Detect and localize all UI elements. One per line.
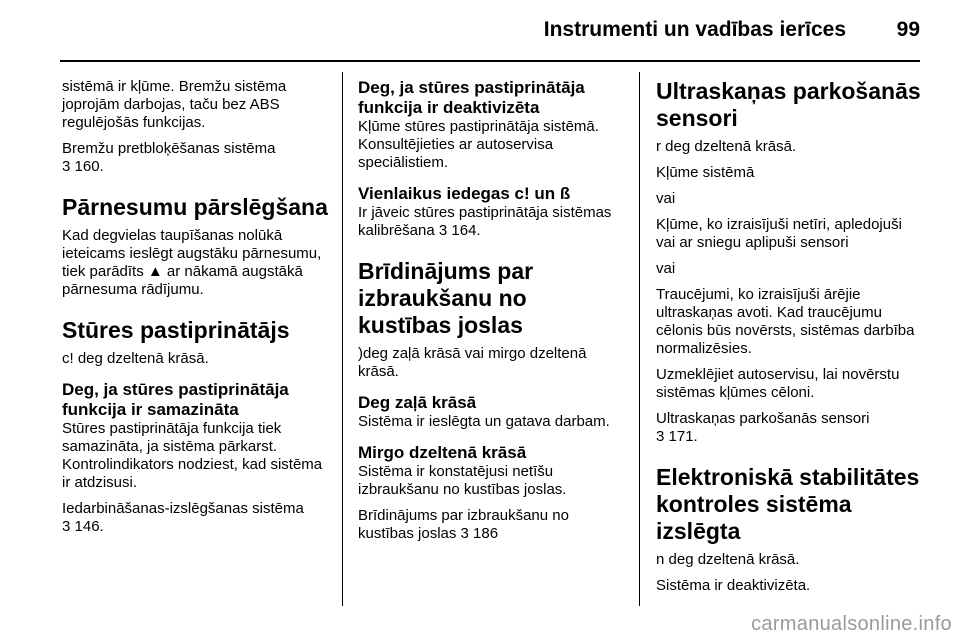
or-text-1: vai <box>656 190 676 207</box>
or-text-2: vai <box>656 260 676 277</box>
heading-lane-departure: Brīdinājums par izbraukšanu no kustības joslas <box>358 258 534 338</box>
heading-power-steering: Stūres pastiprinātājs <box>62 317 290 343</box>
calibration-text: Ir jāveic stūres pastiprinātāja sistēmas kalibrēšana 3 164. <box>358 204 612 239</box>
esc-lit-text: n deg dzeltenā krāsā. <box>656 551 800 568</box>
column-divider-2 <box>639 72 640 606</box>
heading-esc-off: Elektroniskā stabilitātes kontroles sistēma izslēgta <box>656 464 920 544</box>
heading-green: Deg zaļā krāsā <box>358 393 477 412</box>
abs-reference-label: Bremžu pretbloķēšanas sistēma <box>62 140 276 157</box>
page-number: 99 <box>896 18 920 41</box>
start-stop-reference <box>62 500 330 536</box>
esc-deactivated-text: Sistēma ir deaktivizēta. <box>656 577 811 594</box>
steering-reduced-text: Stūres pastiprinātāja funkcija tiek samazināta, ja sistēma pārkarst. Kontrolindikators nodziest, kad sistēma ir atdzisusi. <box>62 420 323 491</box>
heading-yellow: Mirgo dzeltenā krāsā <box>358 443 527 462</box>
column-1 <box>62 78 330 544</box>
abs-text: sistēmā ir kļūme. Bremžu sistēma joprojām darbojas, taču bez ABS regulējošās funkcijas. <box>62 78 287 131</box>
heading-parking-sensors: Ultraskaņas parkošanās sensori <box>656 78 921 131</box>
green-text: Sistēma ir ieslēgta un gatava darbam. <box>358 413 610 430</box>
parking-lit-text: r deg dzeltenā krāsā. <box>656 138 797 155</box>
column-divider-1 <box>342 72 343 606</box>
parking-service-text: Uzmeklējiet autoservisu, lai novērstu sistēmas kļūmes cēloni. <box>656 366 900 401</box>
heading-both-lit: Vienlaikus iedegas c! un ß <box>358 184 571 203</box>
start-stop-label: Iedarbināšanas-izslēgšanas sistēma <box>62 500 304 517</box>
lane-departure-text: )deg zaļā krāsā vai mirgo dzeltenā krāsā. <box>358 345 587 380</box>
parking-reference <box>656 410 924 446</box>
heading-steering-reduced: Deg, ja stūres pastiprinātāja funkcija ir samazināta <box>62 380 289 419</box>
abs-reference <box>62 140 330 176</box>
parking-reference-label: Ultraskaņas parkošanās sensori <box>656 410 870 427</box>
heading-steering-off: Deg, ja stūres pastiprinātāja funkcija ir deaktivizēta <box>358 78 585 117</box>
column-2 <box>358 78 626 551</box>
watermark: carmanualsonline.info <box>751 613 952 635</box>
steering-off-text: Kļūme stūres pastiprinātāja sistēmā. Konsultējieties ar autoservisa speciālistiem. <box>358 118 599 171</box>
start-stop-page-link[interactable]: 3 146. <box>62 518 104 535</box>
parking-interference-text: Traucējumi, ko izraisījuši ārējie ultraskaņas avoti. Kad traucējumu cēlonis būs novērsts, sistēmas darbība normalizēsies. <box>656 286 915 357</box>
parking-page-link[interactable]: 3 171. <box>656 428 698 445</box>
header-divider <box>60 60 920 62</box>
heading-gear-shift: Pārnesumu pārslēgšana <box>62 194 328 220</box>
parking-dirty-text: Kļūme, ko izraisījuši netīri, apledojuši vai ar sniegu aplipuši sensori <box>656 216 902 251</box>
abs-page-link[interactable]: 3 160. <box>62 158 104 175</box>
page-header <box>0 0 960 62</box>
column-3 <box>656 78 924 603</box>
parking-fault-text: Kļūme sistēmā <box>656 164 755 181</box>
power-steering-text: c! deg dzeltenā krāsā. <box>62 350 209 367</box>
page-title: Instrumenti un vadības ierīces <box>543 18 846 41</box>
lane-departure-reference: Brīdinājums par izbraukšanu no kustības joslas 3 186 <box>358 507 569 542</box>
gear-shift-text: Kad degvielas taupīšanas nolūkā ieteicams ieslēgt augstāku pārnesumu, tiek parādīts ▲ ar nākamā augstākā pārnesuma rādījumu. <box>62 227 322 298</box>
yellow-text: Sistēma ir konstatējusi netīšu izbraukšanu no kustības joslas. <box>358 463 567 498</box>
